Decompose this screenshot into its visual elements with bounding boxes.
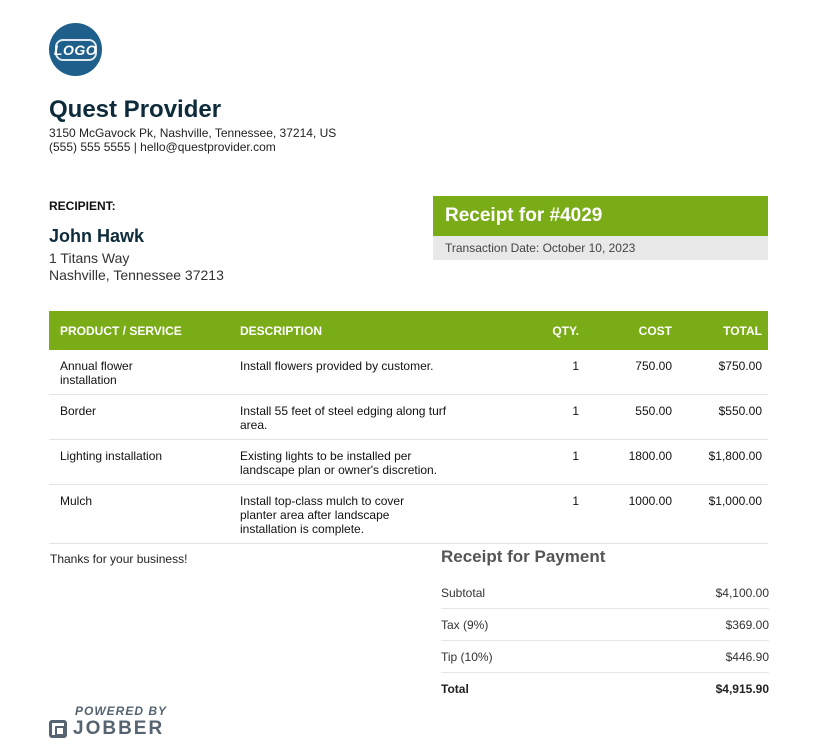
row-total: $1,800.00 <box>672 440 768 485</box>
powered-by-label: POWERED BY <box>75 704 168 718</box>
subtotal-row <box>441 577 769 609</box>
header-total: TOTAL <box>672 311 768 350</box>
jobber-brand: JOBBER <box>73 718 165 739</box>
table-row <box>49 485 768 544</box>
receipt-title-bar <box>433 196 768 236</box>
payment-summary-title: Receipt for Payment <box>441 547 606 566</box>
row-total: $1,000.00 <box>672 485 768 544</box>
row-qty: 1 <box>489 440 579 485</box>
row-description: Install 55 feet of steel edging along turf area. <box>229 395 489 440</box>
row-description: Install top-class mulch to cover planter area after landscape installation is complete. <box>229 485 489 544</box>
company-logo <box>49 23 102 76</box>
recipient-name: John Hawk <box>49 226 145 246</box>
total-row <box>441 673 769 705</box>
table-row <box>49 440 768 485</box>
row-total: $550.00 <box>672 395 768 440</box>
header-qty: QTY. <box>489 311 579 350</box>
recipient-city: Nashville, Tennessee 37213 <box>49 267 224 283</box>
tax-label: Tax (9%) <box>441 618 489 632</box>
row-total: $750.00 <box>672 350 768 395</box>
receipt-title: Receipt for #4029 <box>445 205 603 226</box>
header-description: DESCRIPTION <box>229 311 489 350</box>
row-product: Border <box>49 395 229 440</box>
row-qty: 1 <box>489 395 579 440</box>
row-cost: 550.00 <box>579 395 672 440</box>
thank-you-note: Thanks for your business! <box>50 552 188 566</box>
row-product: Lighting installation <box>49 440 229 485</box>
row-qty: 1 <box>489 485 579 544</box>
recipient-label: RECIPIENT: <box>49 199 116 213</box>
line-items-table <box>49 311 768 544</box>
tax-row <box>441 609 769 641</box>
table-row <box>49 350 768 395</box>
row-cost: 1000.00 <box>579 485 672 544</box>
row-cost: 1800.00 <box>579 440 672 485</box>
subtotal-value: $4,100.00 <box>715 586 769 600</box>
recipient-street: 1 Titans Way <box>49 250 130 266</box>
row-product: Annual flower installation <box>49 350 229 395</box>
header-cost: COST <box>579 311 672 350</box>
logo-frame <box>55 39 97 61</box>
header-product: PRODUCT / SERVICE <box>49 311 229 350</box>
row-qty: 1 <box>489 350 579 395</box>
payment-summary <box>441 547 769 705</box>
row-description: Existing lights to be installed per landscape plan or owner's discretion. <box>229 440 489 485</box>
row-description: Install flowers provided by customer. <box>229 350 489 395</box>
table-header-row <box>49 311 768 350</box>
company-address: 3150 McGavock Pk, Nashville, Tennessee, 37214, US <box>49 126 337 140</box>
table-row <box>49 395 768 440</box>
tip-row <box>441 641 769 673</box>
tip-value: $446.90 <box>725 650 769 664</box>
tax-value: $369.00 <box>725 618 769 632</box>
tip-label: Tip (10%) <box>441 650 493 664</box>
transaction-date: Transaction Date: October 10, 2023 <box>433 236 768 260</box>
company-contact: (555) 555 5555 | hello@questprovider.com <box>49 140 276 154</box>
row-product: Mulch <box>49 485 229 544</box>
logo-text: LOGO <box>53 41 98 58</box>
row-cost: 750.00 <box>579 350 672 395</box>
jobber-logo-icon <box>49 720 67 738</box>
company-name: Quest Provider <box>49 96 222 123</box>
total-value: $4,915.90 <box>715 682 769 696</box>
receipt-header <box>433 196 768 260</box>
subtotal-label: Subtotal <box>441 586 486 600</box>
total-label: Total <box>441 682 469 696</box>
